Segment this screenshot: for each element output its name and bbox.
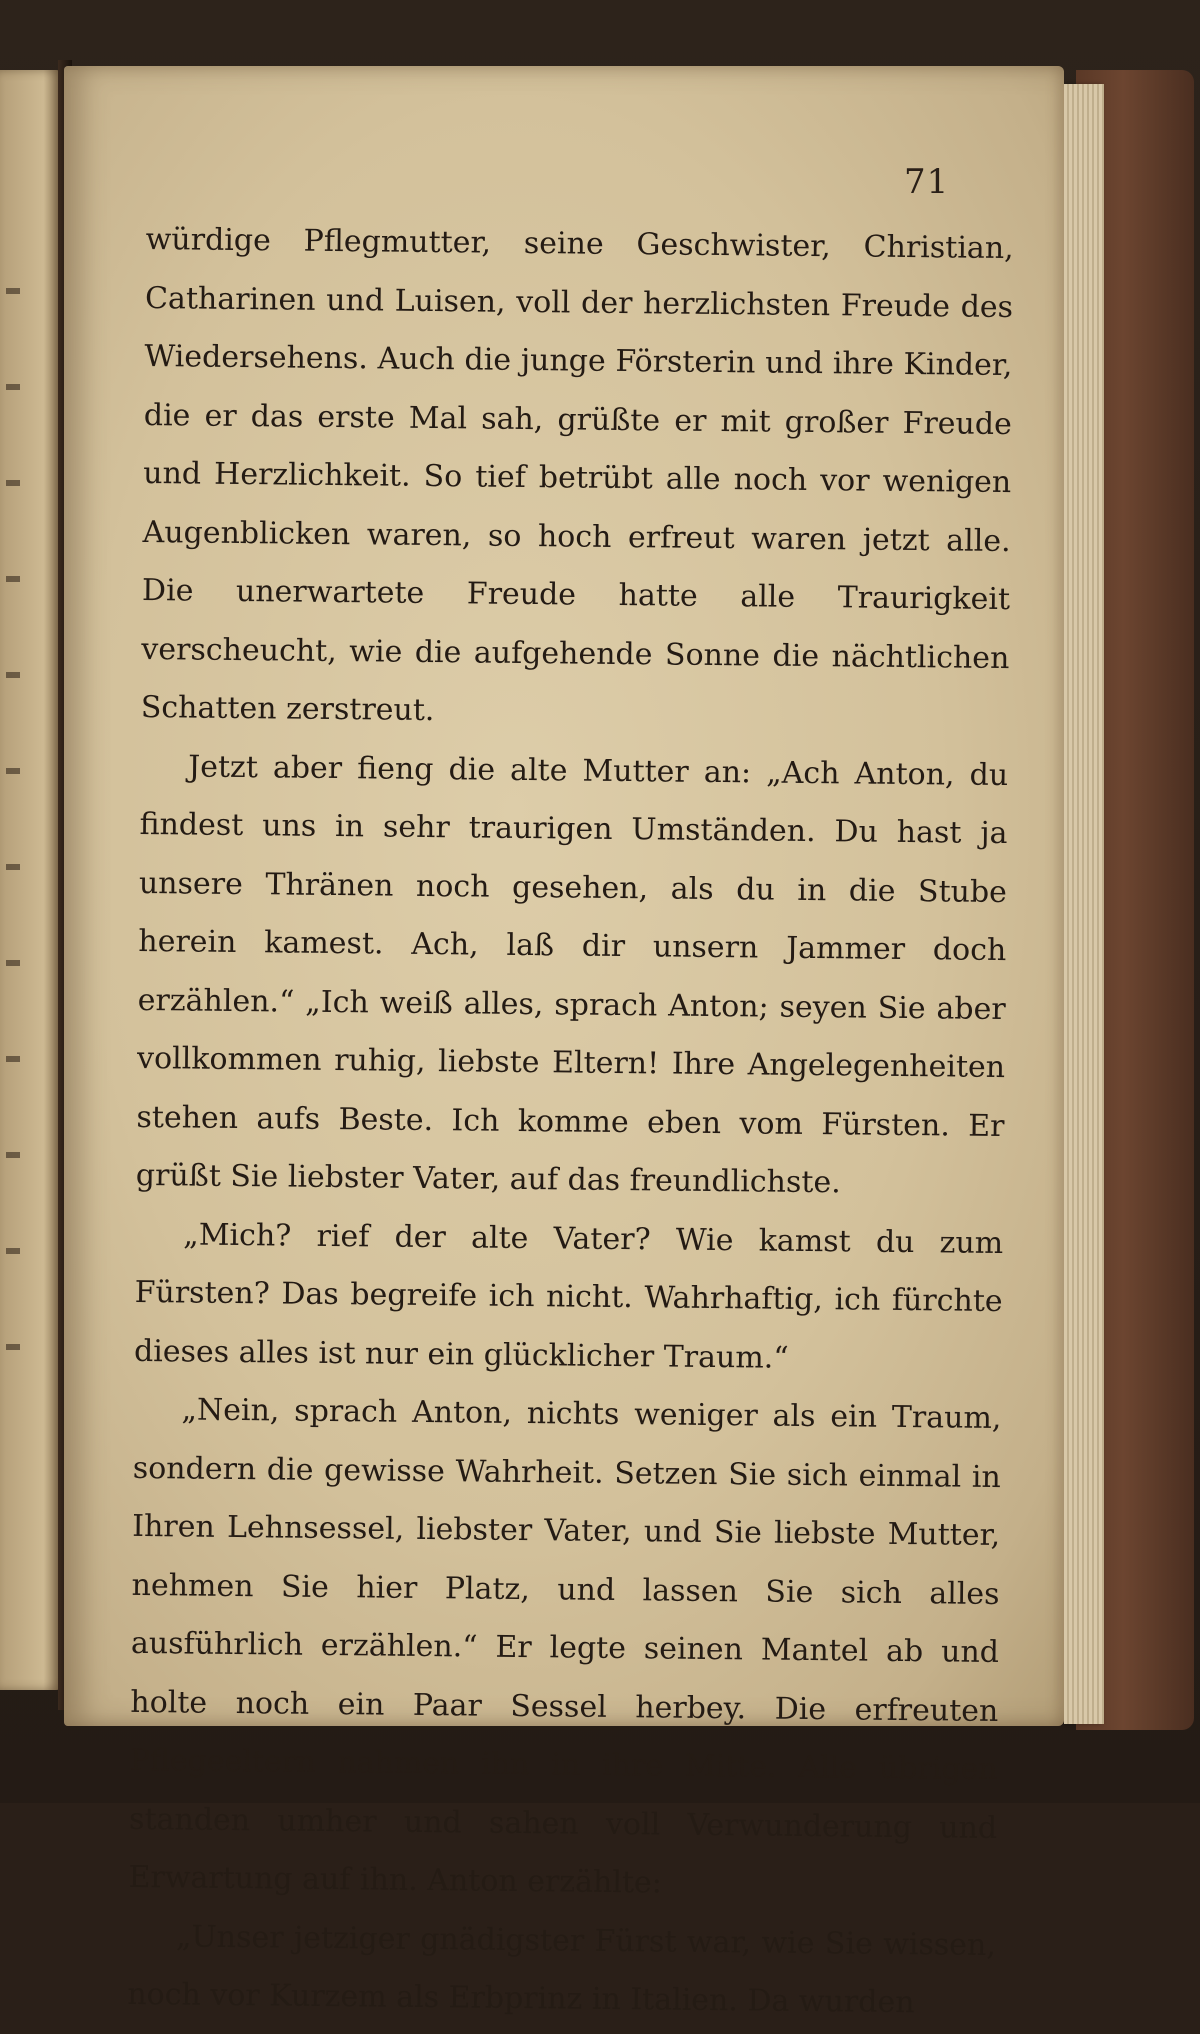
page-text — [127, 211, 1014, 2033]
book-page — [64, 66, 1064, 2021]
previous-page-text-fragments — [6, 230, 20, 1430]
page-stack-edge — [1064, 84, 1104, 1724]
paragraph-4: „Nein, sprach Anton, nichts weniger als ein Traum, sondern die gewisse Wahrheit. Setzen Sie sich einmal in Ihren Lehnsessel, liebster Vater, und Sie liebste Mutter, nehmen Sie hier Platz, und lassen Sie sich alles ausführlich erzählen.“ Er legte seinen Mantel ab und holte noch ein Paar Sessel herbey. Die erfreuten Pflegeeltern nahmen ihn in ihre Mitte. Alle übrigen standen umher und sahen voll Verwunderung und Erwartung auf ihn. Anton erzählte: — [128, 1392, 1002, 1901]
previous-page-edge — [0, 70, 62, 1690]
page-number: 71 — [904, 162, 950, 202]
paragraph-1: würdige Pflegmutter, seine Geschwister, Christian, Catharinen und Luisen, voll der herzlichsten Freude des Wiedersehens. Auch die junge Försterin und ihre Kinder, die er das erste Mal sah, grüßte er mit großer Freude und Herzlichkeit. So tief betrübt alle noch vor wenigen Augenblicken waren, so hoch erfreut waren jetzt alle. Die unerwartete Freude hatte alle Traurigkeit verscheucht, wie die aufgehende Sonne die nächtlichen Schatten zerstreut. — [140, 221, 1014, 729]
paragraph-3: „Mich? rief der alte Vater? Wie kamst du zum Fürsten? Das begreife ich nicht. Wahrhaftig, ich fürchte dieses alles ist nur ein glücklicher Traum.“ — [133, 1216, 1004, 1376]
paragraph-2: Jetzt aber fieng die alte Mutter an: „Ach Anton, du findest uns in sehr traurigen Umständen. Du hast ja unsere Thränen noch gesehen, als du in die Stube herein kamest. Ach, laß dir unsern Jammer doch erzählen.“ „Ich weiß alles, sprach Anton; seyen Sie aber vollkommen ruhig, liebste Eltern! Ihre Angelegenheiten stehen aufs Beste. Ich komme eben vom Fürsten. Er grüßt Sie liebster Vater, auf das freundlichste. — [135, 748, 1009, 1201]
paragraph-5: „Unser jetziger gnädigster Fürst war, wie Sie wissen, noch vor Kurzem als Erbprinz in Italien. Da wurden — [127, 1918, 997, 2021]
